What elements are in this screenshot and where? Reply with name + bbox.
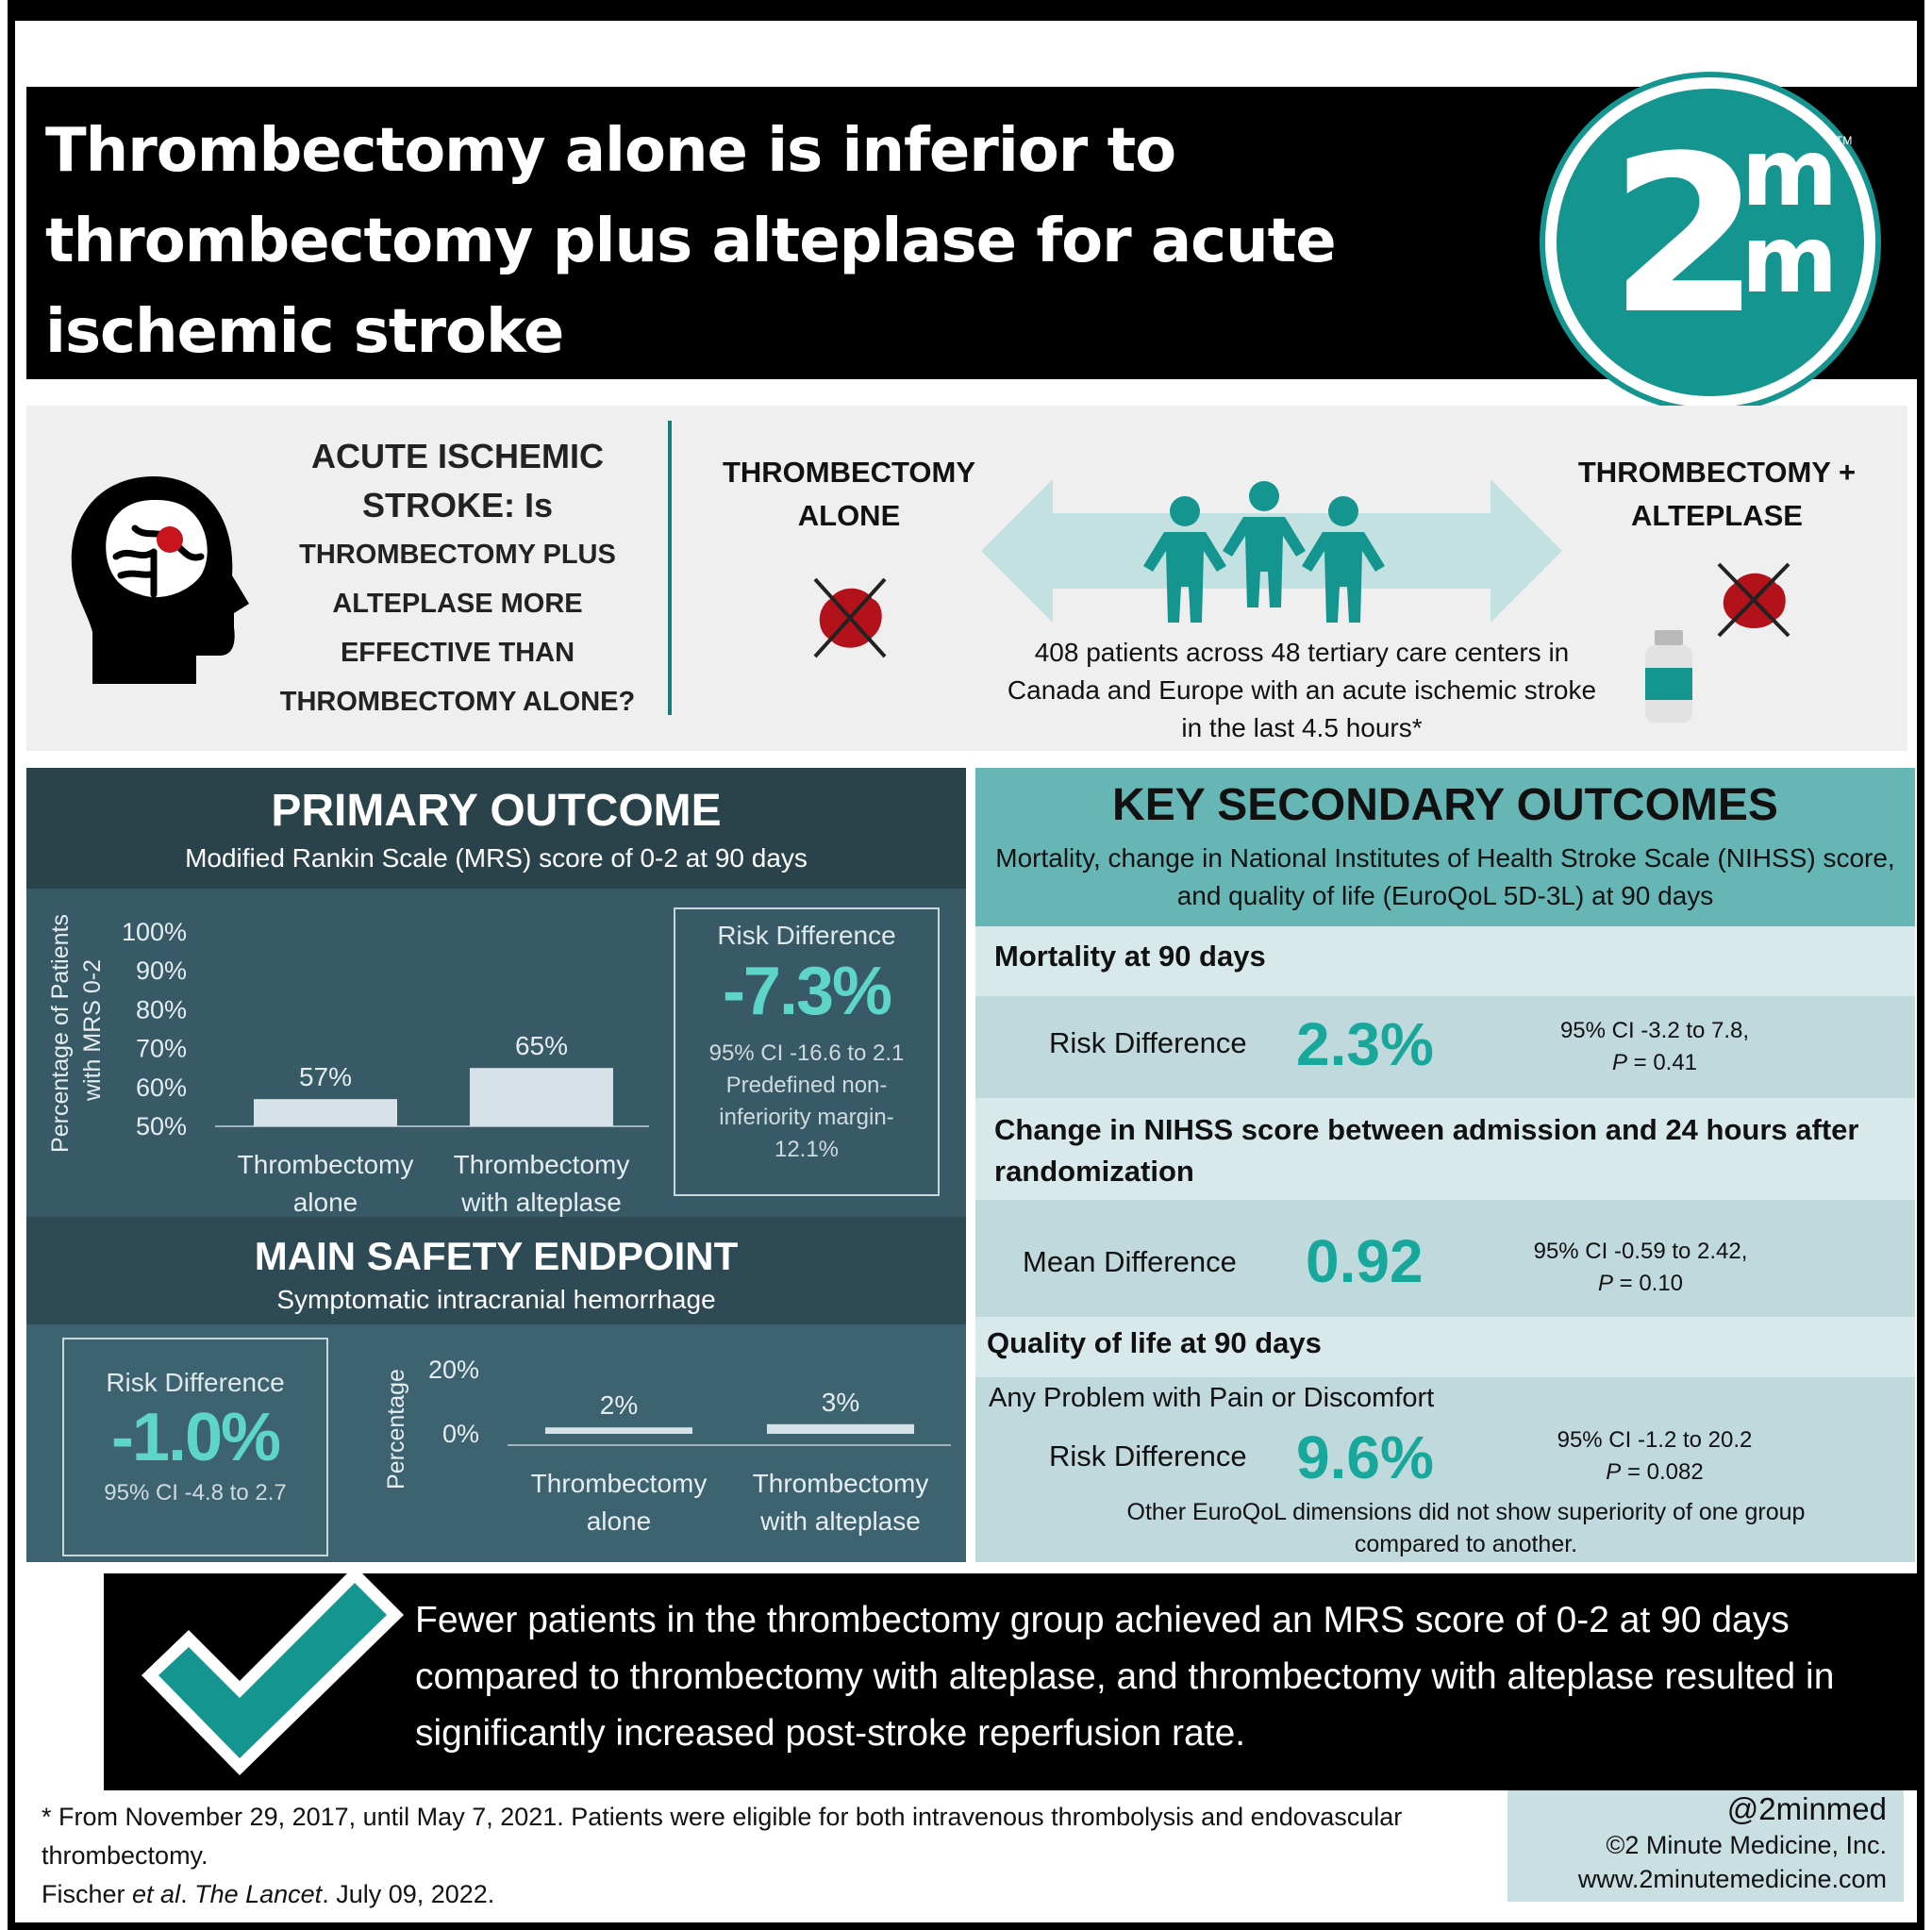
safety-risk-value: -1.0% (110, 1400, 280, 1475)
qol-title: Quality of life at 90 days (975, 1317, 1915, 1377)
safety-bar-label: 3% (821, 1387, 860, 1417)
mortality-p-value: = 0.41 (1626, 1050, 1698, 1075)
primary-bar-label: 65% (514, 1031, 569, 1061)
qol-p (1513, 1456, 1796, 1489)
qol-note: Other EuroQoL dimensions did not show superiority of one group compared to another. (1126, 1499, 1806, 1557)
arm-label-thrombectomy-alteplase: THROMBECTOMY + ALTEPLASE (1577, 456, 1857, 532)
logo-two: 2 (1609, 110, 1761, 362)
primary-subtitle: Modified Rankin Scale (MRS) score of 0-2 at 90 days (185, 843, 808, 873)
mortality-p-label: P (1611, 1050, 1627, 1075)
question-text (259, 432, 656, 726)
primary-bar-chart (26, 889, 687, 1219)
qol-body (975, 1377, 1915, 1562)
question-line-1: ACUTE ISCHEMIC STROKE: Is (310, 437, 604, 524)
mortality-ci-block (1513, 1015, 1796, 1079)
safety-bar-label: 2% (599, 1390, 639, 1421)
citation-sep: . (180, 1880, 195, 1908)
credits-box (1507, 1790, 1904, 1902)
safety-category-label: Thrombectomy alone (530, 1469, 708, 1536)
clot-crossed-icon (811, 575, 889, 660)
primary-y-tick: 70% (135, 1034, 187, 1063)
copyright: ©2 Minute Medicine, Inc. (1606, 1831, 1887, 1859)
footnote (42, 1798, 1457, 1914)
qol-ci: 95% CI -1.2 to 20.2 (1557, 1427, 1753, 1453)
secondary-subtitle: Mortality, change in National Institutes of Health Stroke Scale (NIHSS) score, and quality of life (EuroQoL 5D-3L) at 90 days (995, 843, 1895, 910)
primary-y-tick: 90% (135, 957, 187, 986)
nihss-p-label: P (1597, 1271, 1613, 1296)
primary-category-label: Thrombectomy with alteplase (453, 1150, 630, 1217)
citation-date: . July 09, 2022. (322, 1880, 495, 1908)
primary-bar (254, 1099, 397, 1126)
mortality-body (975, 996, 1915, 1098)
nihss-ci: 95% CI -0.59 to 2.42, (1533, 1239, 1748, 1264)
logo-m-top: m (1741, 120, 1839, 227)
social-handle[interactable]: @2minmed (1726, 1791, 1887, 1826)
vial-icon (1641, 628, 1696, 724)
safety-category-label: Thrombectomy with alteplase (752, 1469, 929, 1536)
nihss-body (975, 1200, 1915, 1317)
arm-label-thrombectomy-alone: THROMBECTOMY ALONE (722, 456, 976, 532)
qol-value: 9.6% (1296, 1423, 1434, 1491)
population-text: 408 patients across 48 tertiary care centers in Canada and Europe with an acute ischemic stroke in the last 4.5 hours* (1007, 638, 1597, 742)
logo-trademark: TM (1836, 134, 1853, 147)
primary-title: PRIMARY OUTCOME (271, 786, 722, 836)
website-link[interactable]: www.2minutemedicine.com (1577, 1865, 1887, 1893)
primary-ci: 95% CI -16.6 to 2.1 (708, 1040, 905, 1066)
safety-bar (545, 1427, 692, 1434)
mortality-p (1513, 1047, 1796, 1079)
citation-etal: et al (132, 1880, 181, 1908)
mortality-value: 2.3% (1296, 1010, 1434, 1078)
primary-y-axis-label (47, 907, 106, 1153)
safety-subtitle: Symptomatic intracranial hemorrhage (276, 1285, 716, 1314)
qol-ci-block (1513, 1424, 1796, 1489)
nihss-value: 0.92 (1306, 1227, 1424, 1295)
nihss-title: Change in NIHSS score between admission and 24 hours after randomization (975, 1098, 1915, 1200)
safety-y-axis-label: Percentage (383, 1369, 409, 1489)
citation-journal: The Lancet (194, 1880, 323, 1908)
primary-bar (470, 1068, 613, 1126)
primary-risk-box (674, 907, 940, 1196)
head-brain-icon (64, 472, 253, 689)
mortality-label: Risk Difference (1049, 1026, 1247, 1059)
question-line-2: THROMBECTOMY PLUS ALTEPLASE MORE EFFECTIVE THAN THROMBECTOMY ALONE? (279, 540, 636, 717)
footnote-text: * From November 29, 2017, until May 7, 2021. Patients were eligible for both intravenous thrombolysis and endovascular thrombectomy. (42, 1803, 1403, 1870)
checkmark-icon (130, 1562, 413, 1779)
safety-risk-box (62, 1338, 328, 1556)
primary-margin: Predefined non-inferiority margin- 12.1% (719, 1073, 894, 1162)
safety-bar-chart (338, 1330, 960, 1562)
page-title: Thrombectomy alone is inferior to thrombectomy plus alteplase for acute ischemic stroke (45, 116, 1336, 367)
primary-risk-label: Risk Difference (717, 921, 896, 950)
primary-y-tick: 60% (135, 1073, 187, 1102)
nihss-p-value: = 0.10 (1612, 1271, 1684, 1296)
qol-subhead: Any Problem with Pain or Discomfort (989, 1383, 1435, 1413)
clot-crossed-icon-2 (1715, 560, 1792, 640)
primary-y-tick: 80% (135, 995, 187, 1024)
primary-ylabel-line2: with MRS 0-2 (79, 958, 106, 1102)
mortality-ci: 95% CI -3.2 to 7.8, (1559, 1018, 1750, 1043)
nihss-label: Mean Difference (1023, 1245, 1237, 1278)
question-divider (668, 421, 672, 715)
primary-y-tick: 50% (135, 1112, 187, 1140)
primary-ylabel-line1: Percentage of Patients (47, 914, 74, 1153)
patients-group-icon (1143, 477, 1391, 623)
qol-label: Risk Difference (1049, 1439, 1247, 1472)
primary-outcome-panel (26, 768, 966, 1562)
mortality-title: Mortality at 90 days (975, 926, 1915, 996)
primary-category-label: Thrombectomy alone (237, 1150, 414, 1217)
brand-logo (1545, 77, 1875, 408)
safety-y-tick: 0% (441, 1420, 479, 1448)
primary-y-tick: 100% (121, 918, 187, 946)
nihss-p (1499, 1268, 1782, 1300)
citation (42, 1875, 1457, 1914)
primary-bar-label: 57% (298, 1062, 353, 1092)
safety-bar (767, 1424, 914, 1434)
safety-ci: 95% CI -4.8 to 2.7 (104, 1480, 287, 1506)
qol-p-label: P (1606, 1459, 1622, 1485)
secondary-title: KEY SECONDARY OUTCOMES (1112, 780, 1778, 830)
conclusion-text: Fewer patients in the thrombectomy group achieved an MRS score of 0-2 at 90 days compared to thrombectomy with alteplase, and thrombectomy with alteplase resulted in significantly increased post-stroke reperfusion rate. (415, 1600, 1835, 1754)
secondary-outcomes-panel (975, 768, 1915, 1562)
nihss-ci-block (1499, 1236, 1782, 1300)
citation-author: Fischer (42, 1880, 133, 1908)
safety-y-tick: 20% (427, 1356, 479, 1384)
safety-title: MAIN SAFETY ENDPOINT (254, 1234, 739, 1278)
safety-risk-label: Risk Difference (106, 1368, 285, 1397)
logo-m-bottom: m (1741, 207, 1839, 314)
qol-p-value: = 0.082 (1621, 1459, 1704, 1485)
primary-risk-value: -7.3% (722, 954, 891, 1029)
